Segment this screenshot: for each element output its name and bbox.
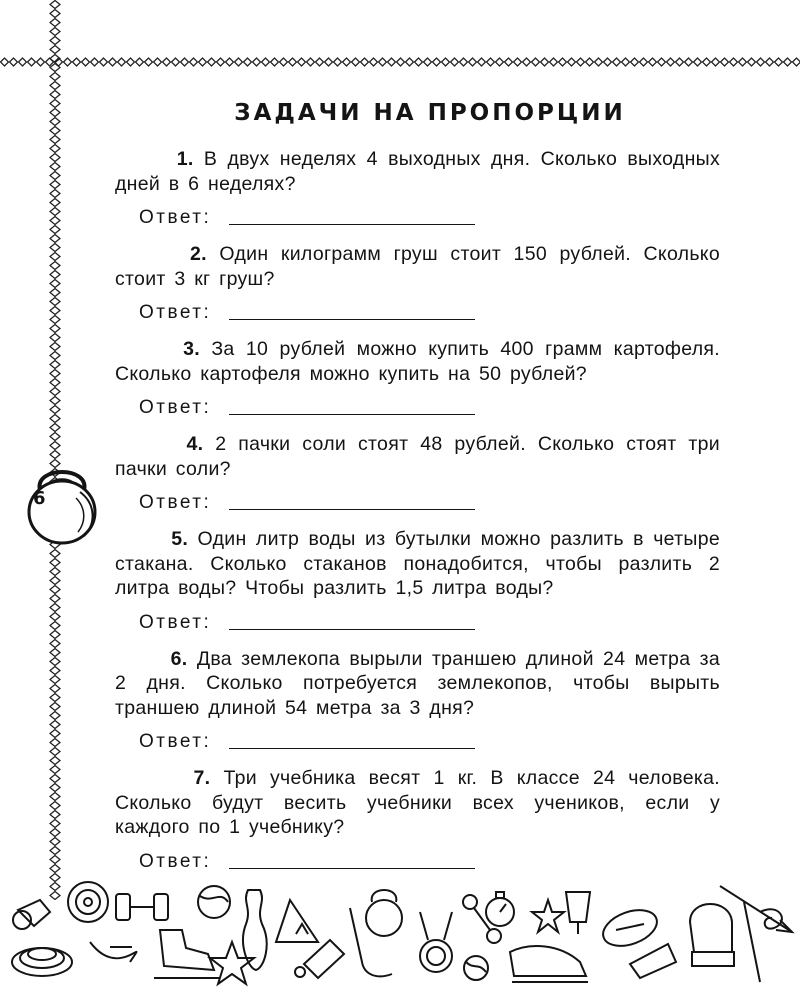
task-text: Один литр воды из бутылки можно разлить в четыре стакана. Сколько стаканов понадобится, чтобы разлить 2 литра воды? Чтобы разлить 1,5 литра воды?	[115, 528, 721, 599]
task-number: 7.	[193, 767, 211, 789]
page-number: 6	[33, 488, 46, 509]
medal-icon	[420, 912, 452, 972]
kettlebell-icon	[16, 452, 108, 547]
task-number: 1.	[176, 148, 194, 170]
shuttlecock-icon	[295, 940, 344, 978]
star-icon-2	[532, 900, 564, 932]
task-text: 2 пачки соли стоят 48 рублей. Сколько стоят три пачки соли?	[115, 433, 720, 480]
task-text: Два землекопа вырыли траншею длиной 24 метра за 2 дня. Сколько потребуется землекопов, чтобы вырыть траншею длиной 54 метра за 3 дня?	[115, 647, 720, 719]
task-number: 6.	[170, 647, 188, 670]
answer-field-2[interactable]	[229, 318, 475, 320]
answer-field-1[interactable]	[229, 223, 475, 225]
kettlebell-icon-small	[366, 890, 402, 936]
task-text: За 10 рублей можно купить 400 грамм картофеля. Сколько картофеля можно купить на 50 рублей?	[115, 338, 721, 385]
answer-field-3[interactable]	[229, 413, 475, 415]
answer-field-7[interactable]	[229, 867, 475, 869]
answer-row-3	[139, 395, 720, 419]
task-6	[115, 647, 720, 721]
task-1	[115, 147, 720, 196]
task-3	[115, 337, 720, 386]
answer-label: Ответ:	[139, 397, 212, 418]
trophy-icon	[566, 892, 590, 934]
answer-row-1	[139, 205, 720, 229]
task-7	[115, 766, 720, 840]
answer-label: Ответ:	[139, 611, 212, 633]
answer-label: Ответ:	[139, 302, 212, 323]
hockey-stick-icon	[350, 908, 392, 976]
task-text: В двух неделях 4 выходных дня. Сколько выходных дней в 6 неделях?	[115, 148, 721, 195]
small-dumbbell-icon	[463, 895, 501, 943]
task-text: Один килограмм груш стоит 150 рублей. Сколько стоит 3 кг груш?	[115, 243, 721, 290]
skate-icon	[154, 930, 220, 978]
answer-label: Ответ:	[139, 207, 212, 228]
answer-field-6[interactable]	[229, 747, 475, 749]
task-list	[115, 147, 720, 886]
task-number: 4.	[186, 433, 204, 455]
answer-row-4	[139, 490, 720, 514]
answer-row-6	[139, 729, 720, 753]
dumbbell-icon	[116, 894, 168, 920]
task-5	[115, 527, 720, 601]
arrow-icon	[720, 886, 792, 982]
ball-icon	[198, 886, 230, 918]
answer-row-5	[139, 610, 720, 634]
stopwatch-icon	[486, 892, 514, 926]
chain-border-top	[0, 57, 800, 67]
shuttlecock-icon-2	[630, 944, 676, 978]
answer-row-2	[139, 300, 720, 324]
sports-equipment-illustration	[0, 872, 800, 1000]
task-2	[115, 242, 720, 291]
jump-rope-icon	[90, 942, 136, 962]
sneaker-icon	[510, 946, 588, 982]
task-number: 2.	[190, 243, 207, 265]
answer-field-5[interactable]	[229, 628, 475, 630]
rugby-ball-icon	[598, 903, 662, 952]
task-4	[115, 432, 720, 481]
target-icon	[68, 882, 108, 922]
answer-label: Ответ:	[139, 850, 212, 872]
tennis-ball-icon	[464, 956, 488, 980]
answer-label: Ответ:	[139, 492, 212, 513]
boxing-glove-icon	[690, 904, 734, 966]
answer-label: Ответ:	[139, 731, 212, 752]
ruler-icon	[276, 900, 318, 942]
task-number: 5.	[171, 528, 189, 550]
answer-field-4[interactable]	[229, 508, 475, 510]
chain-border-left	[49, 0, 61, 900]
task-number: 3.	[183, 338, 200, 360]
task-text: Три учебника весят 1 кг. В классе 24 человека. Сколько будут весить учебники всех учеников, если у каждого по 1 учебнику?	[115, 767, 721, 838]
whistle-icon	[13, 900, 50, 929]
answer-row-7	[139, 849, 720, 873]
page-title: ЗАДАЧИ НА ПРОПОРЦИИ	[234, 100, 626, 126]
hoop-icon	[12, 948, 72, 976]
